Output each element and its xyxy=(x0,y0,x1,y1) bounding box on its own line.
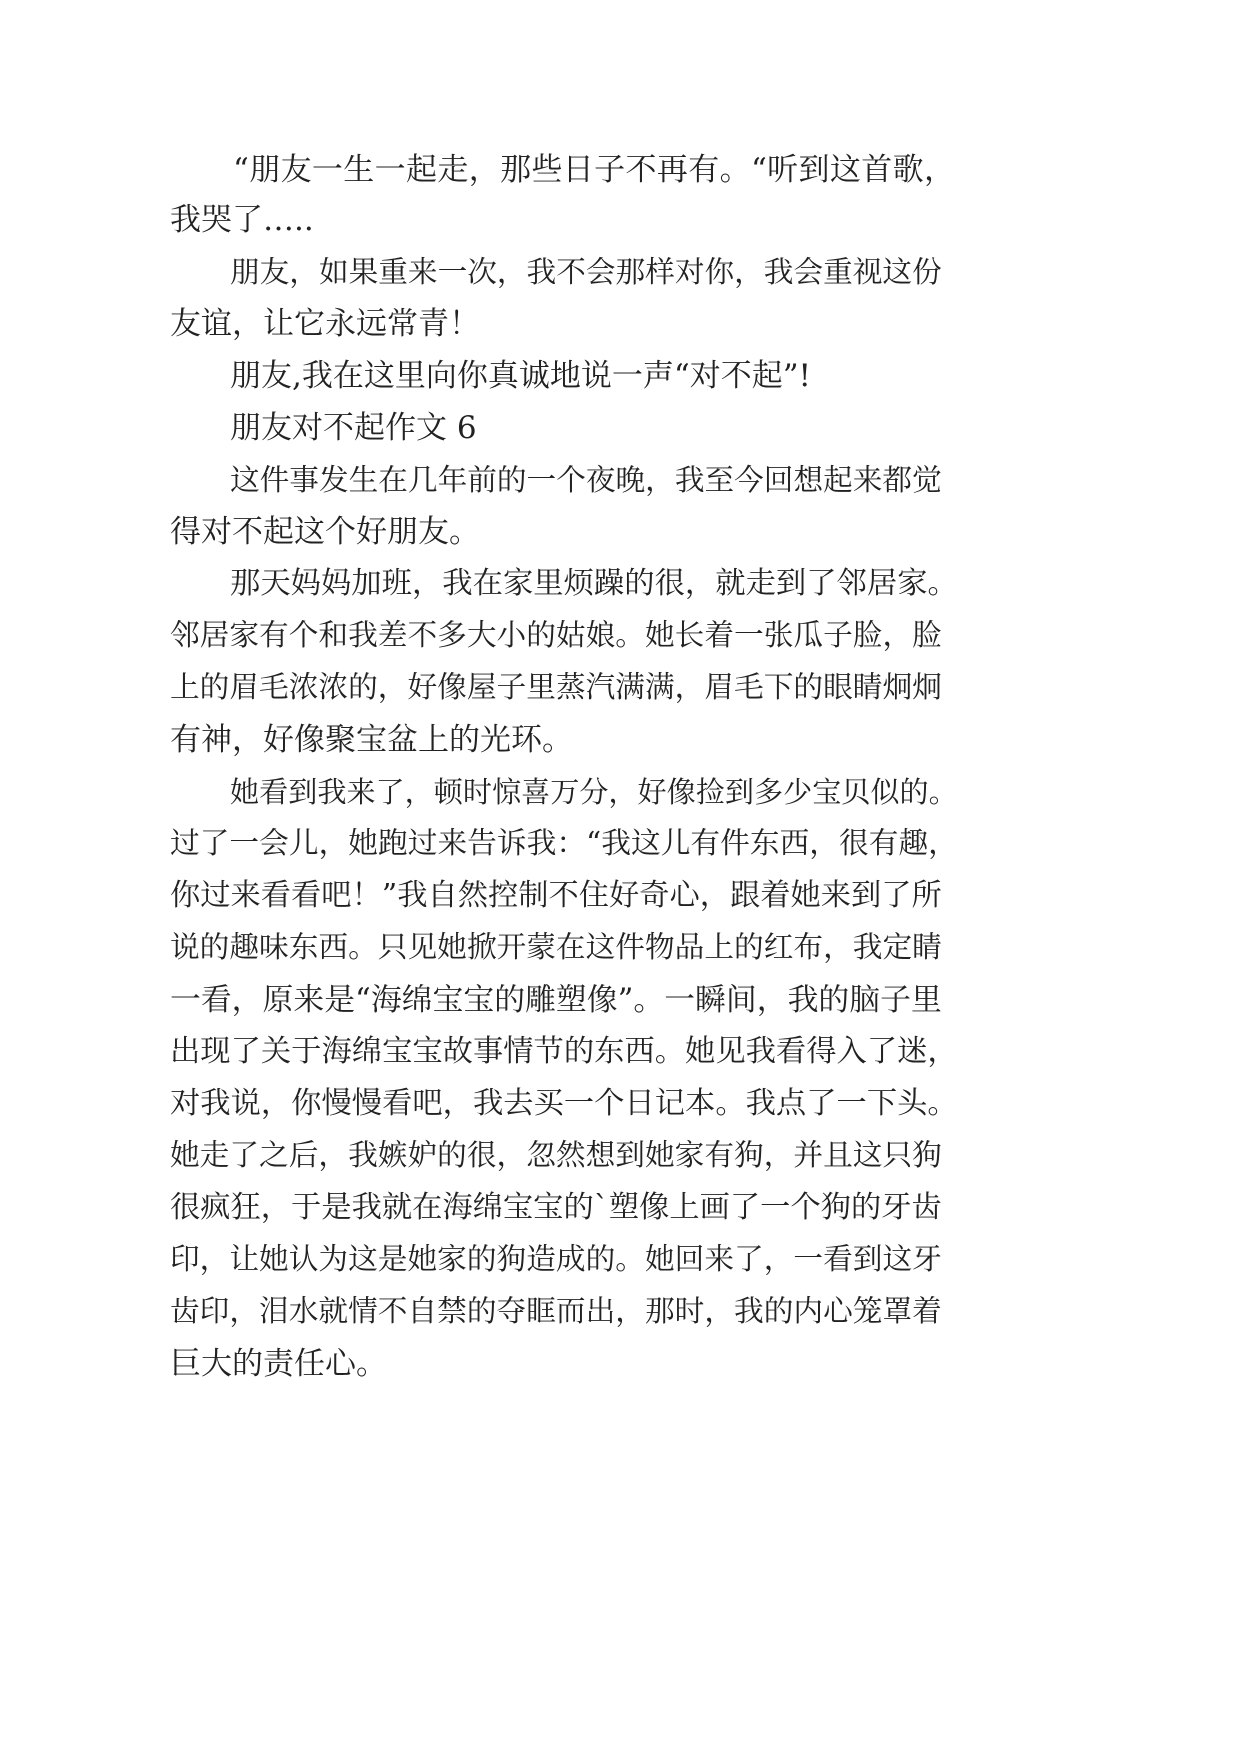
text-line-12: 有神，好像聚宝盆上的光环。 xyxy=(170,722,573,758)
text-line-4: 友谊，让它永远常青！ xyxy=(170,306,480,342)
text-line-3: 朋友，如果重来一次，我不会那样对你，我会重视这份 xyxy=(230,254,942,289)
text-line-1: “朋友一生一起走，那些日子不再有。“听到这首歌， xyxy=(233,152,956,188)
text-line-2: 我哭了….. xyxy=(170,202,314,238)
text-line-13: 她看到我来了，顿时惊喜万分，好像捡到多少宝贝似的。 xyxy=(230,775,958,809)
text-line-21: 很疯狂，于是我就在海绵宝宝的`塑像上画了一个狗的牙齿 xyxy=(170,1190,942,1225)
text-line-19: 对我说，你慢慢看吧，我去买一个日记本。我点了一下头。 xyxy=(170,1086,958,1121)
text-line-18: 出现了关于海绵宝宝故事情节的东西。她见我看得入了迷， xyxy=(170,1034,958,1069)
text-line-16: 说的趣味东西。只见她掀开蒙在这件物品上的红布，我定睛 xyxy=(170,930,942,965)
text-line-23: 齿印，泪水就情不自禁的夺眶而出，那时，我的内心笼罩着 xyxy=(170,1294,942,1329)
text-line-5: 朋友,我在这里向你真诚地说一声“对不起”! xyxy=(230,358,812,394)
text-line-15: 你过来看看吧！”我自然控制不住好奇心，跟着她来到了所 xyxy=(170,878,942,913)
text-line-11: 上的眉毛浓浓的，好像屋子里蒸汽满满，眉毛下的眼睛炯炯 xyxy=(170,670,942,705)
text-line-14: 过了一会儿，她跑过来告诉我：“我这儿有件东西，很有趣， xyxy=(170,826,958,861)
text-line-9: 那天妈妈加班，我在家里烦躁的很，就走到了邻居家。 xyxy=(230,566,958,601)
text-line-24: 巨大的责任心。 xyxy=(170,1346,387,1382)
text-line-22: 印，让她认为这是她家的狗造成的。她回来了，一看到这牙 xyxy=(170,1242,942,1277)
text-line-17: 一看，原来是“海绵宝宝的雕塑像”。一瞬间，我的脑子里 xyxy=(170,982,942,1018)
text-line-6: 朋友对不起作文 6 xyxy=(230,410,477,446)
text-line-20: 她走了之后，我嫉妒的很，忽然想到她家有狗，并且这只狗 xyxy=(170,1138,942,1173)
text-line-7: 这件事发生在几年前的一个夜晚，我至今回想起来都觉 xyxy=(230,462,942,497)
text-line-8: 得对不起这个好朋友。 xyxy=(170,514,480,550)
text-line-10: 邻居家有个和我差不多大小的姑娘。她长着一张瓜子脸，脸 xyxy=(170,618,942,653)
